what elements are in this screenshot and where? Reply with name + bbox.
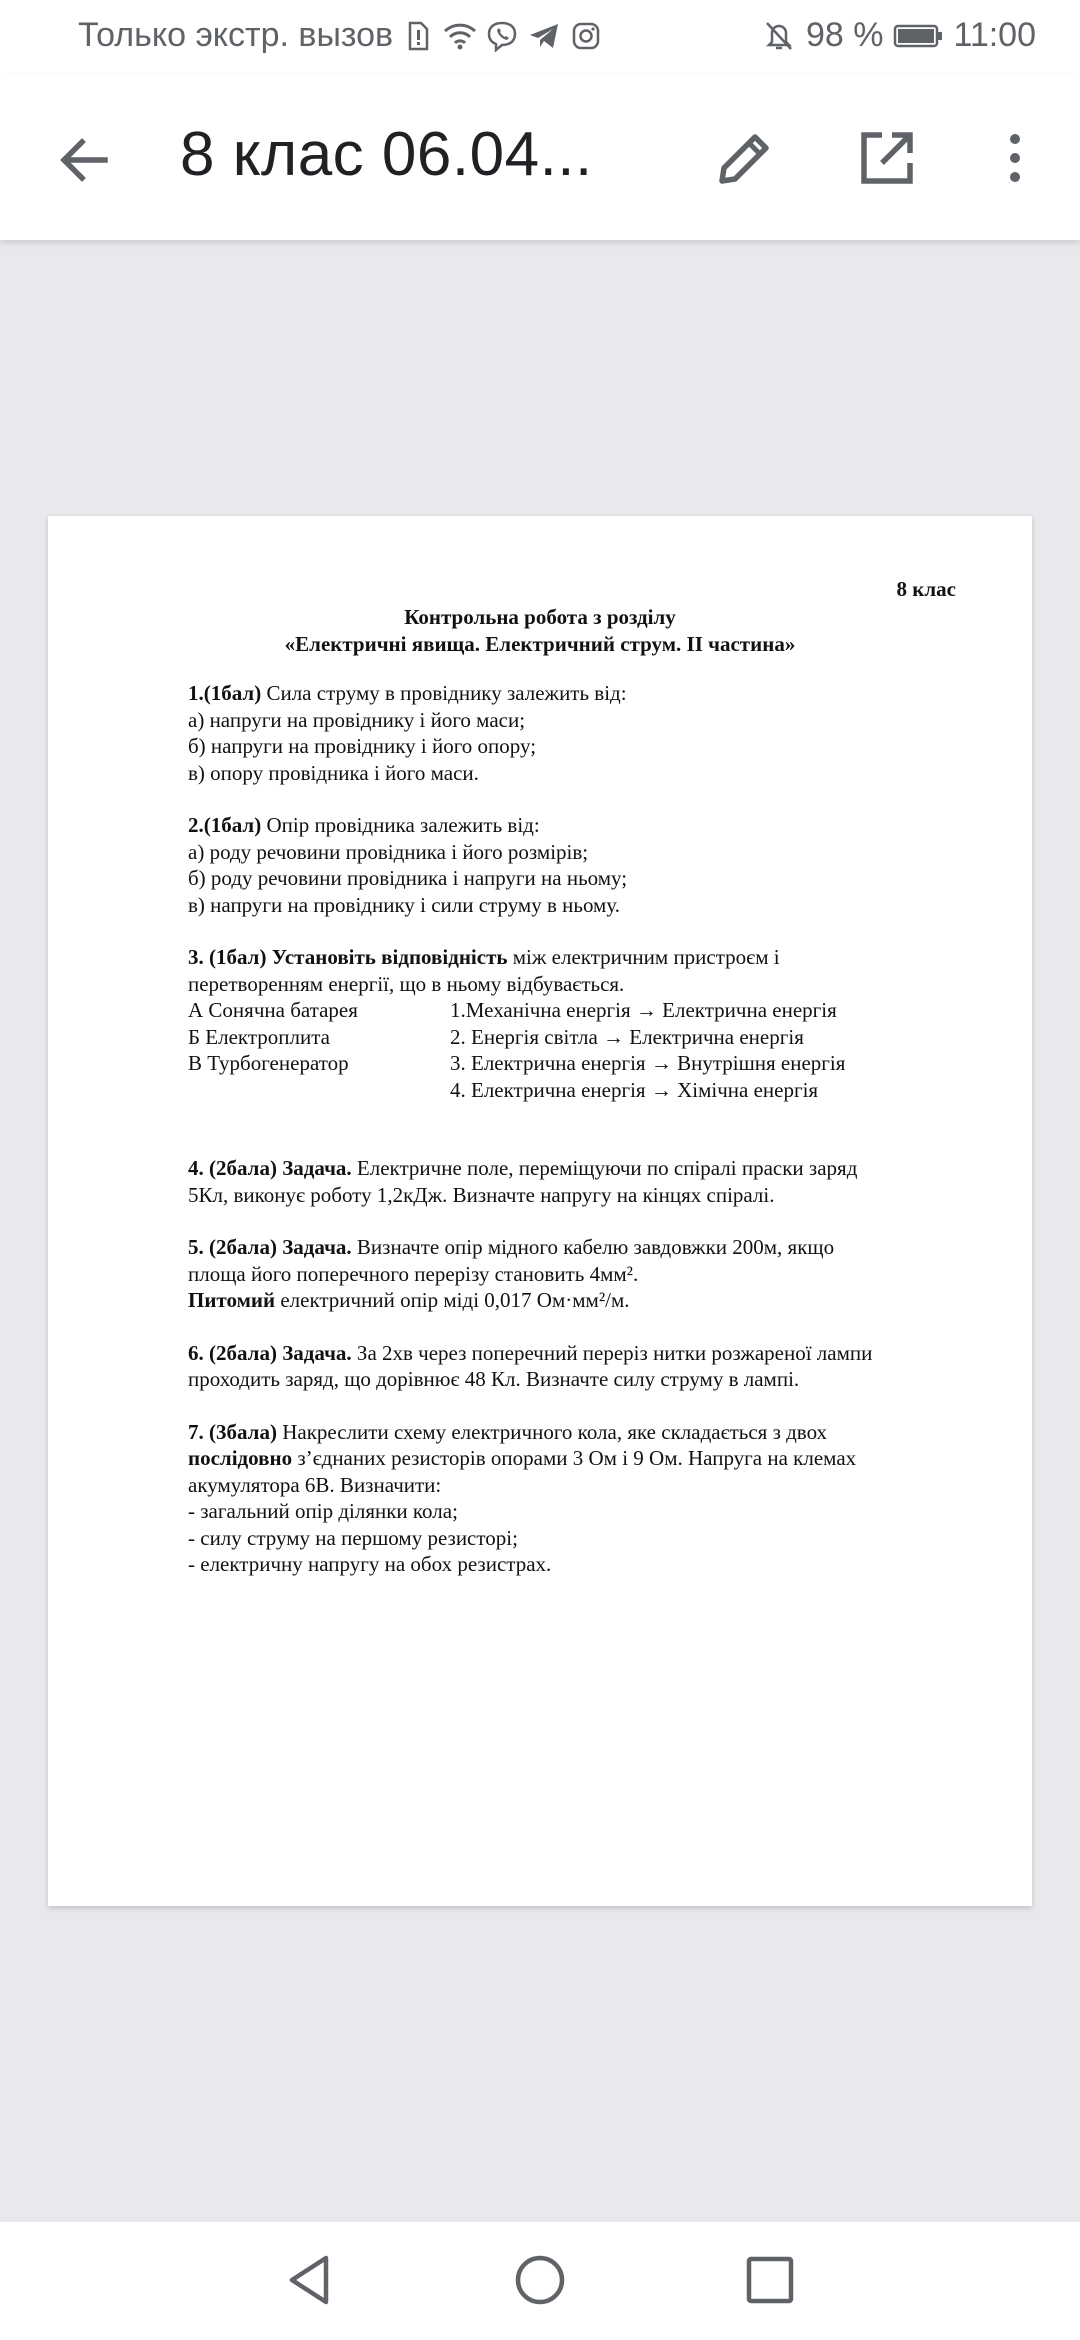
grade-label: 8 клас <box>896 577 956 601</box>
question-4 <box>188 1155 928 1208</box>
q6-text: За 2хв через поперечний переріз нитки розжареної лампи <box>351 1340 873 1365</box>
app-bar <box>0 75 1080 240</box>
q3-right-item: 3. Електрична енергія → Внутрішня енергія <box>450 1051 846 1075</box>
q3-matching-table <box>188 997 928 1103</box>
nav-recent-icon <box>742 2252 798 2308</box>
q3-right-item: 2. Енергія світла → Електрична енергія <box>450 1024 804 1049</box>
q2-text: Опір провідника залежить від: <box>261 813 540 837</box>
nav-back-icon <box>282 2252 338 2308</box>
nav-back-button[interactable] <box>282 2252 338 2308</box>
question-3 <box>188 944 928 1103</box>
nav-home-icon <box>512 2252 568 2308</box>
q1-number: 1.(1бал) <box>188 681 262 705</box>
more-vert-icon <box>995 123 1035 193</box>
q3-text: між електричним пристроєм і <box>507 945 780 969</box>
open-external-button[interactable] <box>852 123 922 193</box>
q5-text: Визначте опір мідного кабелю завдовжки 200м, якщо <box>351 1235 835 1259</box>
q5-text-2: площа його поперечного перерізу становить 4мм². <box>188 1261 639 1286</box>
heading-line-1: Контрольна робота з розділу <box>404 605 676 629</box>
q7-number: 7. (3бала) <box>188 1419 277 1444</box>
q6-text-2: проходить заряд, що дорівнює 48 Кл. Визначте силу струму в лампі. <box>188 1367 800 1391</box>
q3-number: 3. (1бал) Установіть відповідність <box>188 945 508 969</box>
q6-number: 6. (2бала) Задача. <box>188 1340 352 1365</box>
q5-number: 5. (2бала) Задача. <box>188 1235 352 1259</box>
q7-item: - загальний опір ділянки кола; <box>188 1499 458 1523</box>
q3-left-item: А Сонячна батарея <box>188 998 358 1022</box>
clock: 11:00 <box>953 16 1036 54</box>
document-heading <box>48 604 1032 657</box>
back-button[interactable] <box>50 125 120 195</box>
q3-right-item: 1.Механічна енергія → Електрична енергія <box>450 998 837 1022</box>
question-1 <box>188 680 928 786</box>
navigation-bar <box>0 2222 1080 2340</box>
q7-item: - силу струму на першому резисторі; <box>188 1525 518 1550</box>
carrier-text: Только экстр. вызов <box>78 16 394 54</box>
q7-text-3: акумулятора 6В. Визначити: <box>188 1472 442 1497</box>
edit-button[interactable] <box>710 123 780 193</box>
q2-option-b: б) роду речовини провідника і напруги на ньому; <box>188 866 628 890</box>
heading-line-2: «Електричні явища. Електричний струм. ІІ частина» <box>284 631 796 656</box>
document-page <box>48 516 1032 1906</box>
back-arrow-icon <box>50 125 120 195</box>
sim-alert-icon <box>401 18 435 54</box>
viber-icon <box>485 18 519 54</box>
q1-option-a: а) напруги на провіднику і його маси; <box>188 707 526 732</box>
q4-text-2: 5Кл, виконує роботу 1,2кДж. Визначте напругу на кінцях спіралі. <box>188 1182 775 1207</box>
question-5 <box>188 1234 928 1314</box>
q5-bold-term: Питомий <box>188 1288 276 1312</box>
q1-text: Сила струму в провіднику залежить від: <box>261 681 627 705</box>
q1-option-c: в) опору провідника і його маси. <box>188 760 479 785</box>
battery-percent: 98 % <box>805 16 884 54</box>
q7-bold-term: послідовно <box>188 1446 293 1470</box>
q4-number: 4. (2бала) Задача. <box>188 1156 352 1180</box>
status-left <box>78 16 603 55</box>
edit-pencil-icon <box>710 123 780 193</box>
document-title: 8 клас 06.04... <box>180 120 593 189</box>
q3-right-item: 4. Електрична енергія → Хімічна енергія <box>450 1077 819 1102</box>
q3-left-item <box>188 1077 450 1104</box>
nav-home-button[interactable] <box>512 2252 568 2308</box>
status-right <box>762 16 1036 55</box>
q2-number: 2.(1бал) <box>188 813 262 837</box>
question-7 <box>188 1419 928 1578</box>
q5-text-3: електричний опір міді 0,017 Ом·мм²/м. <box>275 1288 630 1312</box>
nav-recent-button[interactable] <box>742 2252 798 2308</box>
wifi-icon <box>443 18 477 54</box>
q4-text: Електричне поле, переміщуючи по спіралі праски заряд <box>351 1156 858 1180</box>
status-bar <box>0 0 1080 75</box>
telegram-icon <box>527 18 561 54</box>
mute-icon <box>762 18 796 54</box>
q7-text-2: з’єднаних резисторів опорами 3 Ом і 9 Ом. Напруга на клемах <box>292 1446 857 1470</box>
more-options-button[interactable] <box>995 123 1035 193</box>
q7-item: - електричну напругу на обох резистрах. <box>188 1552 552 1576</box>
battery-icon <box>893 18 943 54</box>
question-2 <box>188 812 928 918</box>
instagram-icon <box>569 18 603 54</box>
question-6 <box>188 1340 928 1393</box>
q2-option-c: в) напруги на провіднику і сили струму в ньому. <box>188 892 620 917</box>
q3-text-2: перетворенням енергії, що в ньому відбувається. <box>188 971 625 996</box>
q7-text: Накреслити схему електричного кола, яке складається з двох <box>276 1419 828 1444</box>
q3-left-item: Б Електроплита <box>188 1024 331 1049</box>
q1-option-b: б) напруги на провіднику і його опору; <box>188 734 537 758</box>
q3-left-item: В Турбогенератор <box>188 1051 349 1075</box>
document-body <box>188 680 928 1604</box>
open-external-icon <box>852 123 922 193</box>
q2-option-a: а) роду речовини провідника і його розмірів; <box>188 839 589 864</box>
